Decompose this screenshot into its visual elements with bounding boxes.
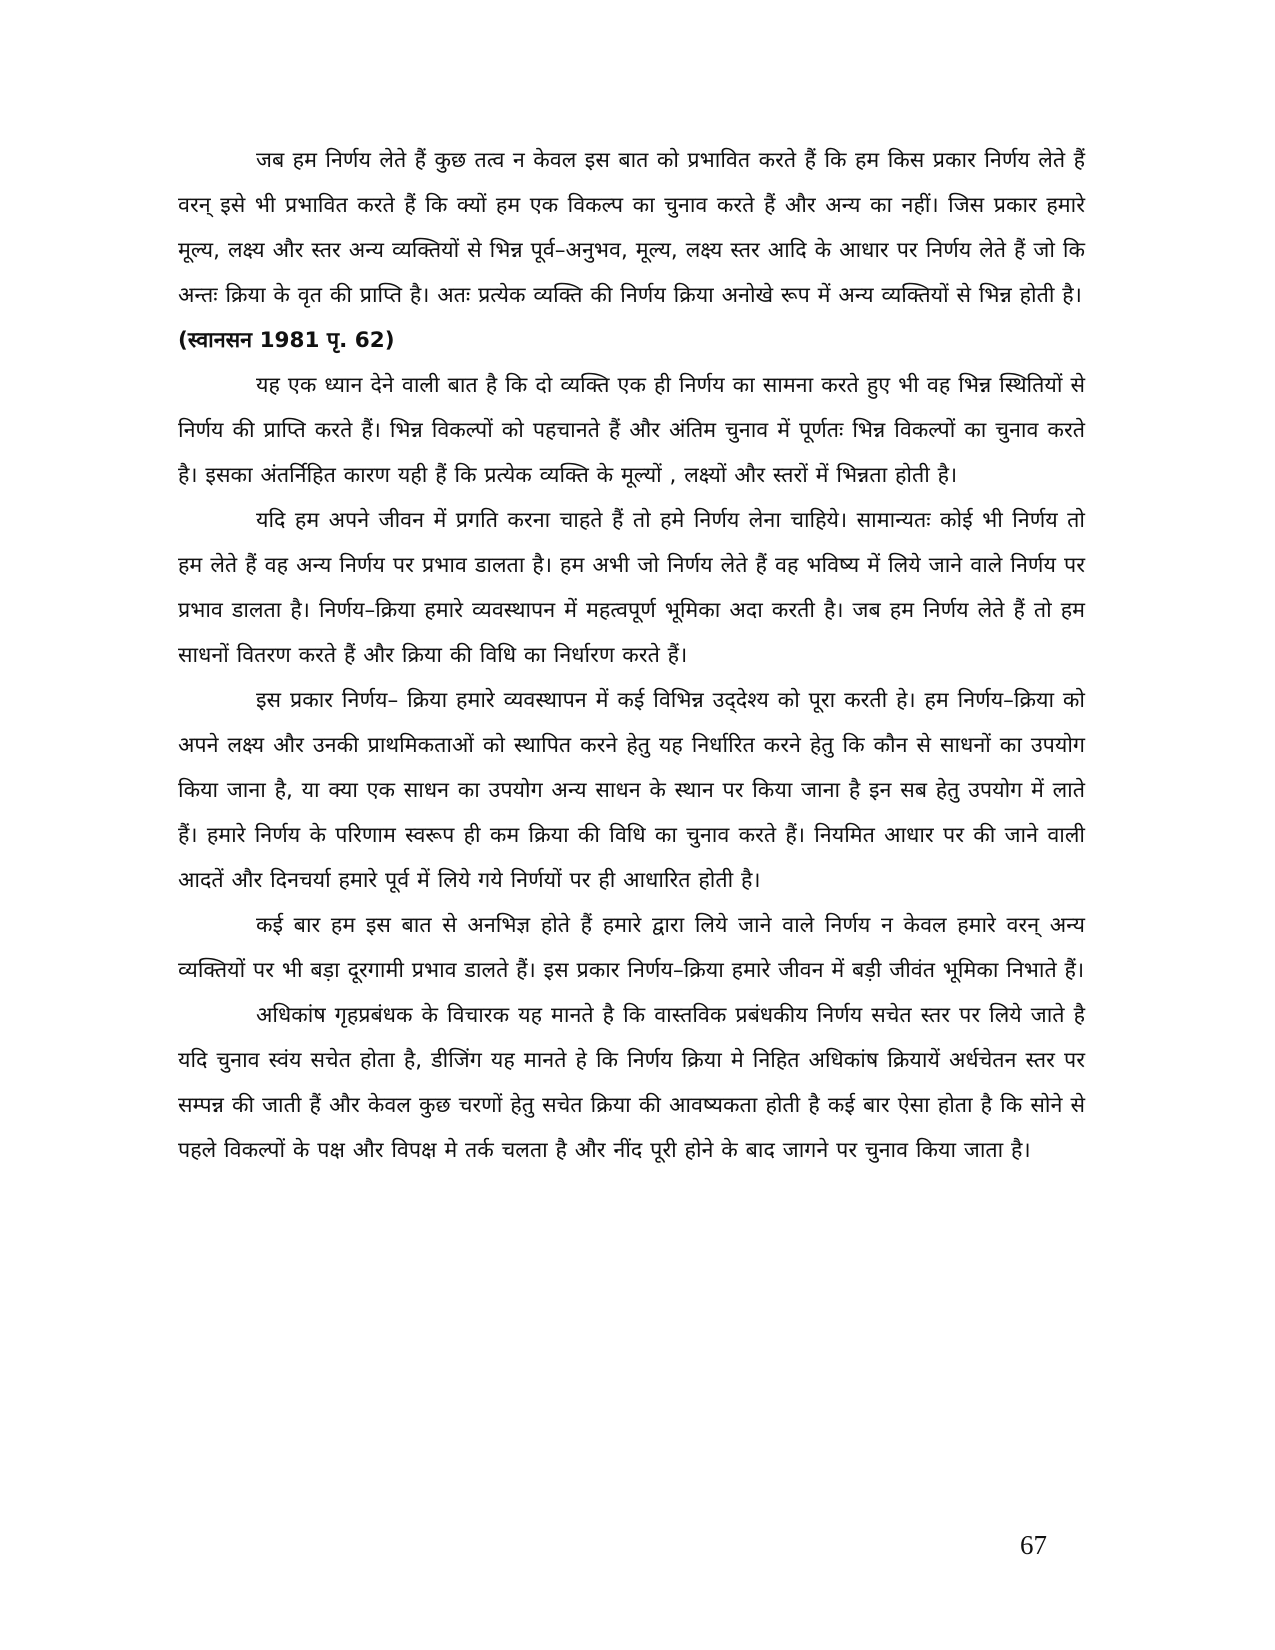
paragraph-3: यदि हम अपने जीवन में प्रगति करना चाहते हैं तो हमे निर्णय लेना चाहिये। सामान्यतः कोई भी निर्णय तो हम लेते हैं वह अन्य निर्णय पर प्रभाव डालता है। हम अभी जो निर्णय लेते हैं वह भविष्य में लिये जाने वाले निर्णय पर प्रभाव डालता है। निर्णय–क्रिया हमारे व्यवस्थापन में महत्वपूर्ण भूमिका अदा करती है। जब हम निर्णय लेते हैं तो हम साधनों वितरण करते हैं और क्रिया की विधि का निर्धारण करते हैं। bbox=[178, 508, 1085, 668]
page-number: 67 bbox=[1020, 1530, 1047, 1560]
paragraph-2: यह एक ध्यान देने वाली बात है कि दो व्यक्ति एक ही निर्णय का सामना करते हुए भी वह भिन्न स्थितियों से निर्णय की प्राप्ति करते हैं। भिन्न विकल्पों को पहचानते हैं और अंतिम चुनाव में पूर्णतः भिन्न विकल्पों का चुनाव करते है। इसका अंतर्निहित कारण यही हैं कि प्रत्येक व्यक्ति के मूल्यों , लक्ष्यों और स्तरों में भिन्नता होती है। bbox=[178, 373, 1085, 488]
paragraph-6: अधिकांष गृहप्रबंधक के विचारक यह मानते है कि वास्तविक प्रबंधकीय निर्णय सचेत स्तर पर लिये जाते है यदि चुनाव स्वंय सचेत होता है, डीजिंग यह मानते हे कि निर्णय क्रिया मे निहित अधिकांष क्रियायें अर्धचेतन स्तर पर सम्पन्न की जाती हैं और केवल कुछ चरणों हेतु सचेत क्रिया की आवष्यकता होती है कई बार ऐसा होता है कि सोने से पहले विकल्पों के पक्ष और विपक्ष मे तर्क चलता है और नींद पूरी होने के बाद जागने पर चुनाव किया जाता है। bbox=[178, 1003, 1085, 1163]
paragraph-4: इस प्रकार निर्णय– क्रिया हमारे व्यवस्थापन में कई विभिन्न उद्‌देश्य को पूरा करती हे। हम निर्णय–क्रिया को अपने लक्ष्य और उनकी प्राथमिकताओं को स्थापित करने हेतु यह निर्धारित करने हेतु कि कौन से साधनों का उपयोग किया जाना है, या क्या एक साधन का उपयोग अन्य साधन के स्थान पर किया जाना है इन सब हेतु उपयोग में लाते हैं। हमारे निर्णय के परिणाम स्वरूप ही कम क्रिया की विधि का चुनाव करते हैं। नियमित आधार पर की जाने वाली आदतें और दिनचर्या हमारे पूर्व में लिये गये निर्णयों पर ही आधारित होती है। bbox=[178, 688, 1085, 893]
paragraph-5: कई बार हम इस बात से अनभिज्ञ होते हैं हमारे द्वारा लिये जाने वाले निर्णय न केवल हमारे वरन् अन्य व्यक्तियों पर भी बड़ा दूरगामी प्रभाव डालते हैं। इस प्रकार निर्णय–क्रिया हमारे जीवन में बड़ी जीवंत भूमिका निभाते हैं। bbox=[178, 913, 1085, 983]
citation: (स्वानसन 1981 पृ. 62) bbox=[178, 328, 395, 353]
document-page bbox=[178, 138, 1085, 1173]
paragraph-1: जब हम निर्णय लेते हैं कुछ तत्व न केवल इस बात को प्रभावित करते हैं कि हम किस प्रकार निर्णय लेते हैं वरन् इसे भी प्रभावित करते हैं कि क्यों हम एक विकल्प का चुनाव करते हैं और अन्य का नहीं। जिस प्रकार हमारे मूल्य, लक्ष्य और स्तर अन्य व्यक्तियों से भिन्न पूर्व–अनुभव, मूल्य, लक्ष्य स्तर आदि के आधार पर निर्णय लेते हैं जो कि अन्तः क्रिया के वृत की प्राप्ति है। अतः प्रत्येक व्यक्ति की निर्णय क्रिया अनोखे रूप में अन्य व्यक्तियों से भिन्न होती है। bbox=[178, 148, 1085, 308]
